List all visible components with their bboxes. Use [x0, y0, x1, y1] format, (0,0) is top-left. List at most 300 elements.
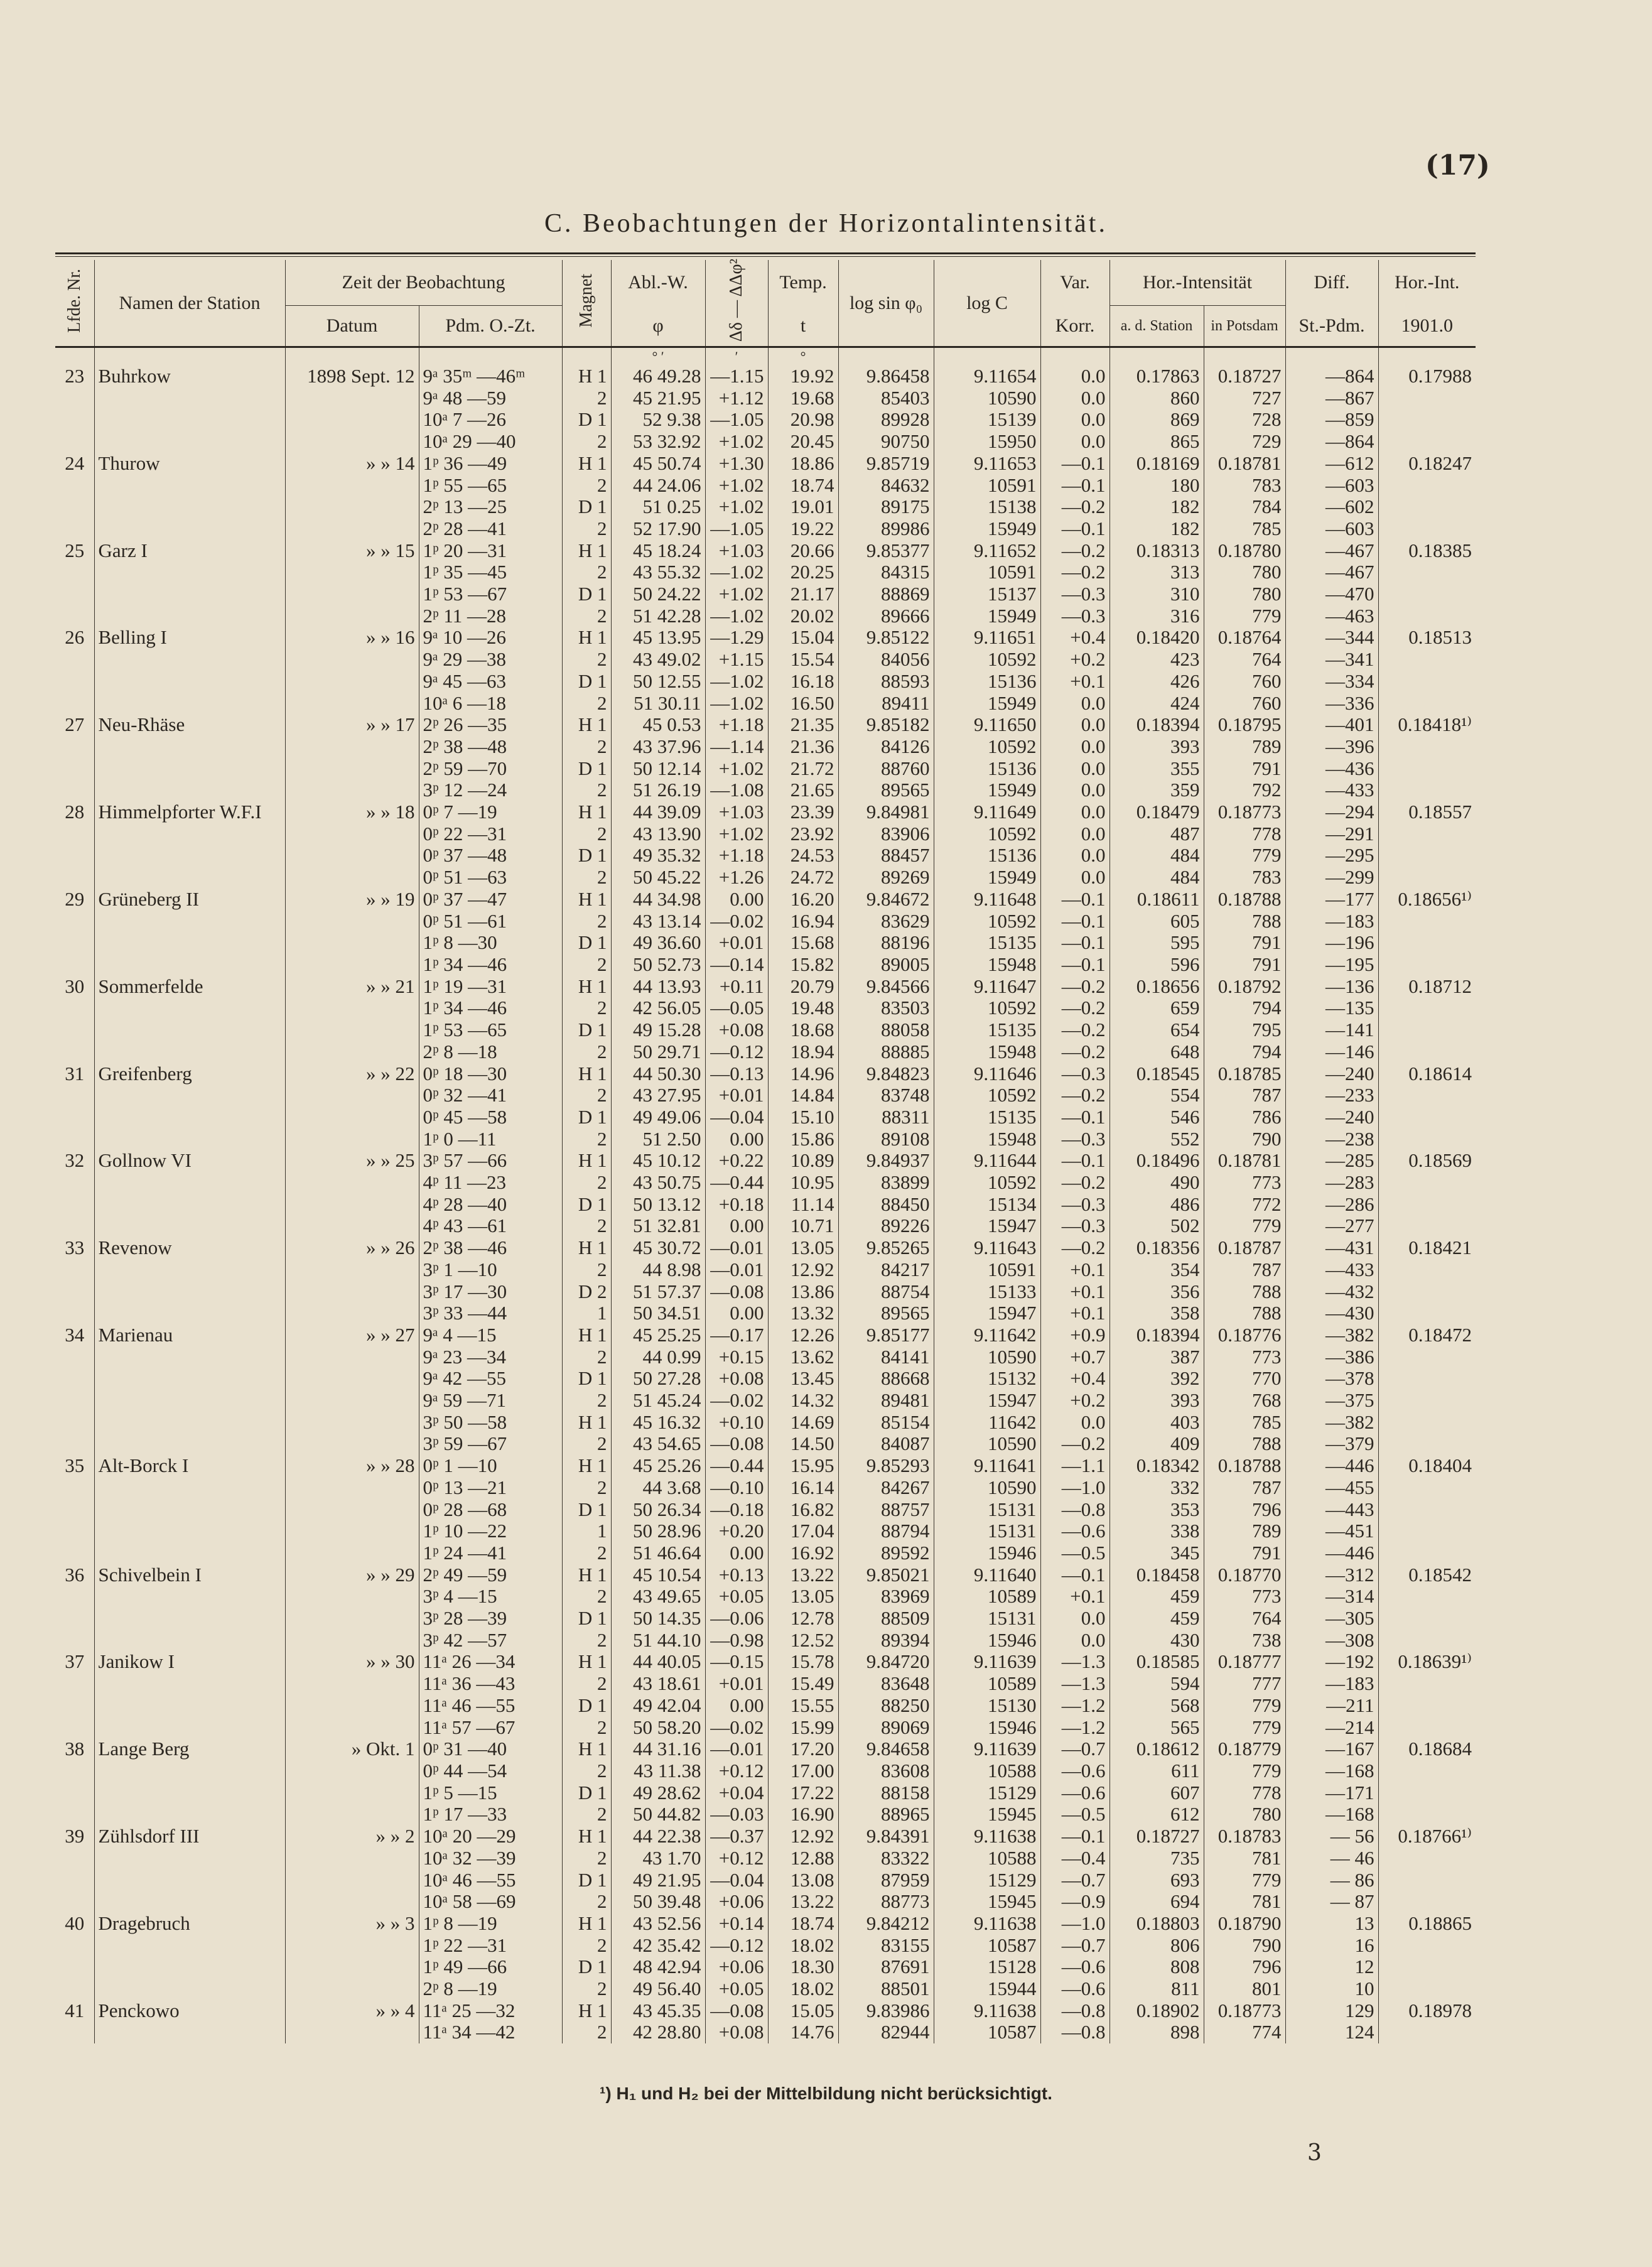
- table-row: [55, 1215, 1476, 1237]
- table-cell: H 1: [562, 627, 611, 649]
- table-cell: [94, 1935, 285, 1957]
- table-cell: [55, 1608, 94, 1630]
- table-cell: 15128: [934, 1956, 1040, 1978]
- table-cell: —0.8: [1040, 2021, 1109, 2043]
- table-cell: 15131: [934, 1520, 1040, 1542]
- table-cell: 88250: [838, 1695, 934, 1717]
- table-cell: [1378, 1695, 1476, 1717]
- table-row: [55, 518, 1476, 540]
- table-cell: 51 26.19: [611, 779, 705, 801]
- table-cell: 502: [1109, 1215, 1204, 1237]
- table-cell: 2: [562, 1673, 611, 1695]
- table-cell: [285, 997, 419, 1019]
- table-cell: 0ᵖ 44 —54: [419, 1760, 562, 1782]
- table-cell: 51 32.81: [611, 1215, 705, 1237]
- table-cell: » » 27: [285, 1324, 419, 1346]
- table-cell: —294: [1285, 801, 1378, 823]
- table-cell: [55, 671, 94, 693]
- table-cell: +0.20: [705, 1520, 768, 1542]
- table-cell: 50 27.28: [611, 1368, 705, 1390]
- table-cell: 16: [1285, 1935, 1378, 1957]
- table-cell: 11.14: [768, 1194, 838, 1216]
- table-cell: —386: [1285, 1346, 1378, 1368]
- table-cell: 0.18902: [1109, 2000, 1204, 2022]
- table-cell: [1378, 1956, 1476, 1978]
- table-cell: 9.11642: [934, 1324, 1040, 1346]
- table-row: [55, 801, 1476, 823]
- table-cell: 88757: [838, 1499, 934, 1521]
- table-cell: 1ᵖ 8 —30: [419, 932, 562, 954]
- table-cell: [285, 561, 419, 583]
- table-cell: 654: [1109, 1019, 1204, 1041]
- table-cell: [1378, 1848, 1476, 1869]
- table-cell: 783: [1204, 867, 1285, 889]
- table-cell: 595: [1109, 932, 1204, 954]
- table-cell: —0.4: [1040, 1848, 1109, 1869]
- table-cell: 2: [562, 1346, 611, 1368]
- table-cell: —295: [1285, 845, 1378, 867]
- table-cell: 0.00: [705, 1695, 768, 1717]
- table-cell: —603: [1285, 518, 1378, 540]
- table-cell: [55, 518, 94, 540]
- table-cell: 2: [562, 954, 611, 976]
- table-cell: —314: [1285, 1586, 1378, 1608]
- table-cell: 0.18795: [1204, 714, 1285, 736]
- table-row: [55, 758, 1476, 780]
- table-cell: 10589: [934, 1586, 1040, 1608]
- table-cell: 10590: [934, 1477, 1040, 1499]
- table-cell: [55, 1630, 94, 1652]
- table-cell: 403: [1109, 1412, 1204, 1434]
- table-cell: 9.84937: [838, 1150, 934, 1172]
- table-cell: 2: [562, 1586, 611, 1608]
- table-cell: —0.9: [1040, 1891, 1109, 1913]
- table-cell: 89666: [838, 605, 934, 627]
- table-cell: 794: [1204, 1041, 1285, 1063]
- table-cell: —859: [1285, 409, 1378, 431]
- table-cell: 45 10.54: [611, 1564, 705, 1586]
- table-cell: 19.01: [768, 496, 838, 518]
- header-var: Var.: [1040, 260, 1109, 306]
- table-cell: Alt-Borck I: [94, 1455, 285, 1477]
- table-cell: [285, 649, 419, 671]
- table-cell: 2: [562, 2021, 611, 2043]
- table-cell: [1378, 1586, 1476, 1608]
- table-cell: —171: [1285, 1782, 1378, 1804]
- table-cell: 648: [1109, 1041, 1204, 1063]
- table-cell: [1378, 475, 1476, 497]
- table-cell: 43 13.14: [611, 911, 705, 933]
- table-cell: 611: [1109, 1760, 1204, 1782]
- table-cell: 2: [562, 1542, 611, 1564]
- table-cell: [55, 954, 94, 976]
- table-cell: [1378, 1608, 1476, 1630]
- table-cell: 10591: [934, 475, 1040, 497]
- table-cell: 10592: [934, 649, 1040, 671]
- table-cell: 0ᵖ 37 —48: [419, 845, 562, 867]
- table-cell: [1378, 779, 1476, 801]
- table-row: [55, 1041, 1476, 1063]
- table-cell: 2ᵖ 26 —35: [419, 714, 562, 736]
- table-cell: 2ᵖ 59 —70: [419, 758, 562, 780]
- table-cell: H 1: [562, 976, 611, 998]
- table-cell: 15137: [934, 583, 1040, 605]
- table-cell: 9ᵃ 45 —63: [419, 671, 562, 693]
- table-cell: [285, 409, 419, 431]
- table-cell: [55, 1869, 94, 1891]
- observations-table-wrap: [55, 252, 1476, 2043]
- header-station: Namen der Station: [94, 260, 285, 347]
- table-cell: [55, 1041, 94, 1063]
- table-row: [55, 1826, 1476, 1848]
- table-cell: 39: [55, 1826, 94, 1848]
- table-cell: 0.18545: [1109, 1063, 1204, 1085]
- table-cell: 16.18: [768, 671, 838, 693]
- table-cell: H 1: [562, 540, 611, 562]
- table-cell: 12.52: [768, 1630, 838, 1652]
- table-cell: — 86: [1285, 1869, 1378, 1891]
- table-cell: —467: [1285, 561, 1378, 583]
- table-cell: 4ᵖ 11 —23: [419, 1172, 562, 1194]
- table-cell: 2: [562, 997, 611, 1019]
- table-cell: [1378, 671, 1476, 693]
- table-cell: [94, 758, 285, 780]
- table-cell: 15948: [934, 954, 1040, 976]
- table-cell: 387: [1109, 1346, 1204, 1368]
- table-cell: —195: [1285, 954, 1378, 976]
- table-cell: 786: [1204, 1106, 1285, 1128]
- table-cell: 3ᵖ 50 —58: [419, 1412, 562, 1434]
- table-cell: 88760: [838, 758, 934, 780]
- table-cell: [1378, 2021, 1476, 2043]
- table-cell: +0.2: [1040, 1390, 1109, 1412]
- table-cell: —0.17: [705, 1324, 768, 1346]
- table-cell: [285, 496, 419, 518]
- table-cell: —0.14: [705, 954, 768, 976]
- table-cell: 40: [55, 1913, 94, 1935]
- table-cell: 659: [1109, 997, 1204, 1019]
- table-cell: [55, 1433, 94, 1455]
- table-cell: [1378, 518, 1476, 540]
- table-cell: D 1: [562, 845, 611, 867]
- table-cell: +0.04: [705, 1782, 768, 1804]
- table-cell: Thurow: [94, 453, 285, 475]
- table-cell: 13.08: [768, 1869, 838, 1891]
- table-cell: 779: [1204, 1717, 1285, 1739]
- table-cell: 778: [1204, 823, 1285, 845]
- table-cell: [94, 693, 285, 715]
- table-cell: [1378, 1019, 1476, 1041]
- table-cell: 15949: [934, 518, 1040, 540]
- table-cell: 20.45: [768, 431, 838, 453]
- table-cell: 15139: [934, 409, 1040, 431]
- table-cell: [94, 1499, 285, 1521]
- table-cell: —1.29: [705, 627, 768, 649]
- table-cell: 781: [1204, 1848, 1285, 1869]
- table-cell: [94, 1804, 285, 1826]
- table-cell: +1.26: [705, 867, 768, 889]
- header-temp-sub: t: [768, 306, 838, 347]
- table-cell: [94, 1281, 285, 1303]
- table-cell: [285, 1695, 419, 1717]
- table-cell: 791: [1204, 758, 1285, 780]
- table-cell: 83899: [838, 1172, 934, 1194]
- table-cell: 44 31.16: [611, 1738, 705, 1760]
- table-cell: [55, 758, 94, 780]
- table-row: [55, 2000, 1476, 2022]
- table-cell: 10ᵃ 58 —69: [419, 1891, 562, 1913]
- table-cell: 345: [1109, 1542, 1204, 1564]
- table-cell: 0.18788: [1204, 1455, 1285, 1477]
- table-row: [55, 889, 1476, 911]
- table-cell: [55, 932, 94, 954]
- table-cell: 41: [55, 2000, 94, 2022]
- table-cell: 89394: [838, 1630, 934, 1652]
- table-cell: 779: [1204, 1695, 1285, 1717]
- table-row: [55, 1608, 1476, 1630]
- top-rule: [55, 252, 1476, 254]
- table-cell: [55, 1695, 94, 1717]
- table-cell: [285, 2021, 419, 2043]
- table-row: [55, 1804, 1476, 1826]
- table-cell: 2: [562, 1717, 611, 1739]
- table-cell: [1378, 1368, 1476, 1390]
- table-cell: 15.54: [768, 649, 838, 671]
- table-cell: 15946: [934, 1630, 1040, 1652]
- table-cell: 728: [1204, 409, 1285, 431]
- table-cell: 10.89: [768, 1150, 838, 1172]
- table-cell: 787: [1204, 1259, 1285, 1281]
- page-title: C. Beobachtungen der Horizontalintensität.: [544, 209, 1108, 238]
- table-row: [55, 1499, 1476, 1521]
- table-cell: —0.6: [1040, 1978, 1109, 2000]
- table-cell: Grüneberg II: [94, 889, 285, 911]
- table-cell: 2: [562, 693, 611, 715]
- table-cell: 9.11646: [934, 1063, 1040, 1085]
- table-cell: —211: [1285, 1695, 1378, 1717]
- table-row: [55, 1346, 1476, 1368]
- table-cell: 15950: [934, 431, 1040, 453]
- table-cell: 865: [1109, 431, 1204, 453]
- table-cell: [94, 671, 285, 693]
- table-cell: 4ᵖ 28 —40: [419, 1194, 562, 1216]
- table-cell: +0.2: [1040, 649, 1109, 671]
- table-cell: 10ᵃ 20 —29: [419, 1826, 562, 1848]
- table-cell: 484: [1109, 845, 1204, 867]
- table-cell: 0.18421: [1408, 1236, 1472, 1259]
- table-cell: —1.15: [705, 365, 768, 387]
- table-cell: [55, 1194, 94, 1216]
- table-cell: [285, 671, 419, 693]
- table-cell: 87959: [838, 1869, 934, 1891]
- table-cell: 15945: [934, 1891, 1040, 1913]
- table-cell: [1378, 1390, 1476, 1412]
- table-cell: [285, 1869, 419, 1891]
- table-cell: — 87: [1285, 1891, 1378, 1913]
- table-cell: [94, 1390, 285, 1412]
- table-cell: 44 34.98: [611, 889, 705, 911]
- table-cell: +0.08: [705, 1019, 768, 1041]
- table-cell: 9.83986: [838, 2000, 934, 2022]
- table-cell: [1378, 1520, 1476, 1542]
- table-cell: —0.7: [1040, 1738, 1109, 1760]
- table-cell: 612: [1109, 1804, 1204, 1826]
- table-cell: 2ᵖ 49 —59: [419, 1564, 562, 1586]
- table-cell: [55, 1128, 94, 1150]
- table-cell: 779: [1204, 1215, 1285, 1237]
- table-cell: 42 28.80: [611, 2021, 705, 2043]
- table-cell: —470: [1285, 583, 1378, 605]
- table-row: [55, 1259, 1476, 1281]
- table-cell: 789: [1204, 736, 1285, 758]
- table-cell: [55, 1215, 94, 1237]
- table-cell: —0.1: [1040, 889, 1109, 911]
- table-cell: 792: [1204, 779, 1285, 801]
- table-cell: +1.15: [705, 649, 768, 671]
- table-cell: 784: [1204, 496, 1285, 518]
- table-row: [55, 1194, 1476, 1216]
- table-cell: 35: [55, 1455, 94, 1477]
- table-cell: 0.18776: [1204, 1324, 1285, 1346]
- table-cell: 0.17988: [1408, 365, 1472, 387]
- header-temp: Temp.: [768, 260, 838, 306]
- table-cell: D 1: [562, 1782, 611, 1804]
- table-cell: —0.8: [1040, 1499, 1109, 1521]
- table-cell: [1378, 867, 1476, 889]
- table-cell: 0.18513: [1408, 626, 1472, 649]
- table-cell: 89986: [838, 518, 934, 540]
- table-cell: 356: [1109, 1281, 1204, 1303]
- table-cell: —1.3: [1040, 1651, 1109, 1673]
- table-cell: 10590: [934, 387, 1040, 409]
- table-cell: H 1: [562, 365, 611, 387]
- table-cell: 0.18585: [1109, 1651, 1204, 1673]
- table-cell: 15.99: [768, 1717, 838, 1739]
- table-cell: 780: [1204, 561, 1285, 583]
- table-cell: 0.18792: [1204, 976, 1285, 998]
- bottom-page-number: 3: [1307, 2140, 1322, 2166]
- table-cell: D 1: [562, 1869, 611, 1891]
- table-cell: 1ᵖ 10 —22: [419, 1520, 562, 1542]
- table-cell: » » 14: [285, 453, 419, 475]
- table-cell: » » 29: [285, 1564, 419, 1586]
- table-cell: 45 30.72: [611, 1237, 705, 1259]
- table-cell: 860: [1109, 387, 1204, 409]
- table-cell: [1378, 1281, 1476, 1303]
- table-cell: 20.66: [768, 540, 838, 562]
- table-cell: 18.68: [768, 1019, 838, 1041]
- table-cell: 51 46.64: [611, 1542, 705, 1564]
- table-cell: 10592: [934, 823, 1040, 845]
- table-cell: [285, 823, 419, 845]
- table-cell: 89592: [838, 1542, 934, 1564]
- table-cell: 88457: [838, 845, 934, 867]
- table-cell: Buhrkow: [94, 365, 285, 387]
- table-cell: 88058: [838, 1019, 934, 1041]
- table-cell: [55, 1978, 94, 2000]
- table-cell: 316: [1109, 605, 1204, 627]
- table-cell: 484: [1109, 867, 1204, 889]
- table-cell: [285, 1542, 419, 1564]
- table-cell: +1.30: [705, 453, 768, 475]
- table-cell: 760: [1204, 693, 1285, 715]
- table-cell: —375: [1285, 1390, 1378, 1412]
- table-cell: 393: [1109, 736, 1204, 758]
- table-cell: 0ᵖ 51 —61: [419, 911, 562, 933]
- table-cell: 50 13.12: [611, 1194, 705, 1216]
- table-cell: 459: [1109, 1586, 1204, 1608]
- table-cell: [55, 605, 94, 627]
- table-cell: [1378, 1346, 1476, 1368]
- table-row: [55, 1978, 1476, 2000]
- table-cell: —168: [1285, 1760, 1378, 1782]
- table-cell: — 56: [1285, 1826, 1378, 1848]
- table-cell: —136: [1285, 976, 1378, 998]
- table-cell: +0.08: [705, 2021, 768, 2043]
- table-cell: 392: [1109, 1368, 1204, 1390]
- table-row: [55, 2021, 1476, 2043]
- table-cell: 20.98: [768, 409, 838, 431]
- table-cell: [55, 779, 94, 801]
- table-cell: +0.15: [705, 1346, 768, 1368]
- table-cell: 0.0: [1040, 758, 1109, 780]
- table-cell: 16.20: [768, 889, 838, 911]
- table-cell: 36: [55, 1564, 94, 1586]
- table-cell: 2: [562, 1433, 611, 1455]
- table-cell: [94, 1346, 285, 1368]
- table-cell: —612: [1285, 453, 1378, 475]
- table-cell: —0.7: [1040, 1869, 1109, 1891]
- table-row: [55, 1673, 1476, 1695]
- table-cell: 15945: [934, 1804, 1040, 1826]
- table-cell: —0.1: [1040, 453, 1109, 475]
- table-cell: 0ᵖ 22 —31: [419, 823, 562, 845]
- table-cell: 0.18418¹⁾: [1398, 713, 1472, 736]
- header-logc: log C: [934, 260, 1040, 347]
- table-cell: 84141: [838, 1346, 934, 1368]
- table-cell: 15.95: [768, 1455, 838, 1477]
- table-cell: » » 28: [285, 1455, 419, 1477]
- table-cell: 806: [1109, 1935, 1204, 1957]
- table-row: [55, 1520, 1476, 1542]
- table-cell: 24.72: [768, 867, 838, 889]
- table-cell: —177: [1285, 889, 1378, 911]
- table-cell: —1.2: [1040, 1695, 1109, 1717]
- table-cell: 45 13.95: [611, 627, 705, 649]
- table-cell: [285, 1390, 419, 1412]
- table-cell: 764: [1204, 649, 1285, 671]
- table-cell: [1378, 1433, 1476, 1455]
- table-cell: 15.04: [768, 627, 838, 649]
- table-cell: 124: [1285, 2021, 1378, 2043]
- table-cell: [94, 1848, 285, 1869]
- table-cell: 1: [562, 1302, 611, 1324]
- table-cell: 2: [562, 1891, 611, 1913]
- table-cell: 89108: [838, 1128, 934, 1150]
- table-cell: 1ᵖ 36 —49: [419, 453, 562, 475]
- table-cell: +0.11: [705, 976, 768, 998]
- table-cell: D 1: [562, 1695, 611, 1717]
- table-cell: 16.50: [768, 693, 838, 715]
- table-cell: —0.6: [1040, 1520, 1109, 1542]
- table-row: [55, 1063, 1476, 1085]
- table-cell: D 1: [562, 1368, 611, 1390]
- table-cell: 15130: [934, 1695, 1040, 1717]
- table-cell: 51 2.50: [611, 1128, 705, 1150]
- table-cell: 358: [1109, 1302, 1204, 1324]
- table-cell: [285, 1782, 419, 1804]
- table-cell: 17.20: [768, 1738, 838, 1760]
